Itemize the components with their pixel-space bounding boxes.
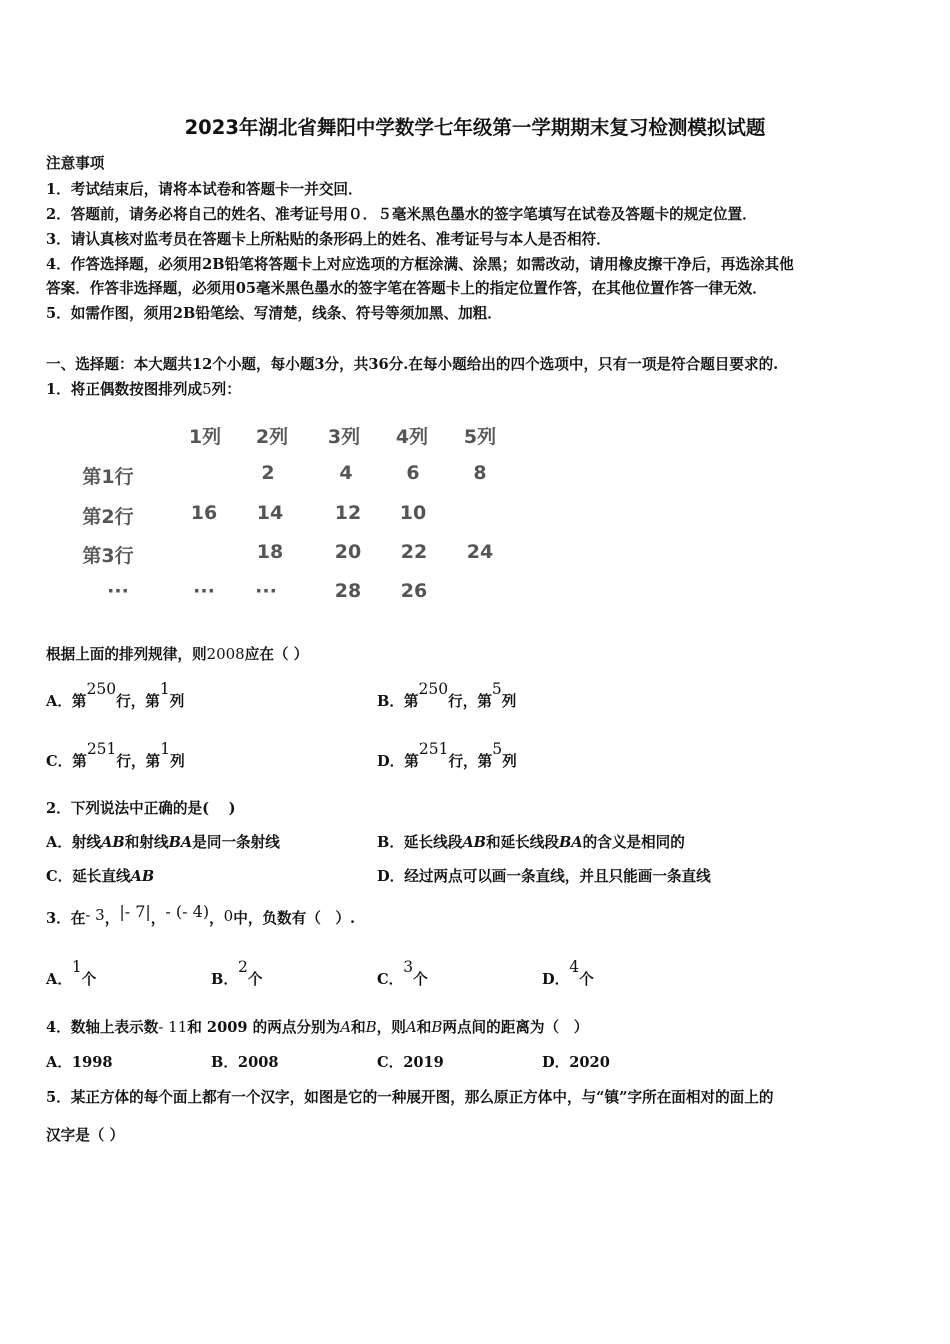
q2-option-d[interactable]: D．经过两点可以画一条直线，并且只能画一条直线: [377, 868, 711, 885]
option-row-number: 251: [418, 740, 449, 758]
q4-stem: [46, 1016, 588, 1037]
option-label: B．第: [377, 693, 419, 710]
math-var: AB: [130, 868, 155, 885]
option-text-end: 列: [170, 753, 185, 770]
table-cell: 12: [334, 502, 362, 524]
table-cell: 14: [256, 502, 284, 524]
table-cell: 24: [466, 541, 494, 563]
table-cell: 16: [190, 502, 218, 524]
option-number: 4: [569, 958, 580, 976]
q1-stem-text: 1．将正偶数按图排列成: [46, 381, 203, 398]
option-row-number: 250: [86, 680, 117, 698]
option-text-end: 列: [169, 693, 185, 710]
notice-item: 答案．作答非选择题，必须用05毫米黑色墨水的签字笔在答题卡上的指定位置作答，在其他位置作答一律无效．: [46, 280, 767, 297]
notice-item: 5．如需作图，须用2B铅笔绘、写清楚，线条、符号等须加黑、加粗．: [46, 305, 502, 322]
col-header: 5列: [463, 426, 497, 448]
option-row-number: 251: [86, 740, 117, 758]
option-text: 行，第: [448, 753, 493, 770]
separator: ，: [104, 910, 120, 927]
option-unit: 个: [579, 971, 594, 988]
row-header: ···: [107, 580, 129, 602]
q5-stem-line1: 5．某正方体的每个面上都有一个汉字，如图是它的一种展开图，那么原正方体中，与“镇”字所在面相对的面上的: [46, 1089, 774, 1106]
q2-option-c[interactable]: [46, 865, 154, 886]
table-cell: 10: [399, 502, 427, 524]
option-text: B．延长线段: [377, 834, 463, 851]
q3-stem: [46, 902, 356, 928]
option-label: D．第: [377, 753, 419, 770]
separator: ，: [150, 910, 166, 927]
q2-stem: 2．下列说法中正确的是( ): [46, 800, 236, 817]
option-label: A．: [46, 971, 72, 988]
table-cell: 26: [400, 580, 428, 602]
option-number: 2: [237, 958, 248, 976]
notice-item: 4．作答选择题，必须用2B铅笔将答题卡上对应选项的方框涂满、涂黑；如需改动，请用橡皮擦干净后，再选涂其他: [46, 256, 794, 273]
option-text: A．射线: [46, 834, 102, 851]
q1-question-text: 根据上面的排列规律，则: [46, 646, 207, 663]
q3-option-c[interactable]: [377, 958, 428, 989]
q1-question: [46, 643, 308, 664]
option-label: D．: [542, 971, 570, 988]
option-unit: 个: [81, 971, 97, 988]
option-number: 3: [403, 958, 414, 976]
col-header: 2列: [255, 426, 289, 448]
q4-text: ，则: [376, 1019, 406, 1036]
q3-option-a[interactable]: [46, 958, 97, 989]
math-var: AB: [462, 834, 486, 851]
q4-option-a[interactable]: A．1998: [46, 1054, 113, 1071]
q4-text-end: 两点间的距离为（ ）: [442, 1019, 589, 1036]
table-cell: 28: [334, 580, 362, 602]
option-text: 行，第: [448, 693, 492, 710]
table-cell: 22: [400, 541, 428, 563]
q3-text: 3．在: [46, 910, 86, 927]
col-header: 3列: [327, 426, 361, 448]
option-col-number: 5: [491, 680, 502, 698]
q2-option-a[interactable]: [46, 831, 280, 852]
q1-option-a[interactable]: [46, 680, 185, 711]
q1-option-b[interactable]: [377, 680, 517, 711]
option-text: 的含义是相同的: [582, 834, 685, 851]
option-row-number: 250: [418, 680, 449, 698]
notice-item: 1．考试结束后，请将本试卷和答题卡一并交回．: [46, 181, 363, 198]
table-cell: ···: [255, 580, 277, 602]
q1-question-text-end: 应在（ ）: [244, 646, 309, 663]
q4-option-c[interactable]: C．2019: [377, 1054, 444, 1071]
math-var: A: [405, 1018, 417, 1036]
q4-text: 4．数轴上表示数: [46, 1019, 159, 1036]
option-text: 和延长线段: [485, 834, 559, 851]
math-var: A: [340, 1018, 352, 1036]
option-number: 1: [71, 958, 82, 976]
table-cell: 4: [339, 462, 353, 484]
option-label: B．: [211, 971, 238, 988]
math-var: AB: [101, 834, 125, 851]
option-text: C．延长直线: [46, 868, 131, 885]
option-text: 行，第: [116, 753, 161, 770]
math-var: BA: [558, 834, 583, 851]
option-unit: 个: [247, 971, 263, 988]
option-text-end: 列: [501, 693, 517, 710]
table-cell: ···: [193, 580, 215, 602]
option-label: C．: [377, 971, 404, 988]
q5-stem-line2: 汉字是（ ）: [46, 1127, 125, 1144]
math-term: 0: [223, 907, 234, 925]
math-term: - (- 4): [165, 902, 210, 921]
separator: ，: [209, 910, 224, 927]
section-heading: 一、选择题：本大题共12个小题，每小题3分，共36分.在每小题给出的四个选项中，只有一项是符合题目要求的.: [46, 356, 779, 373]
table-cell: 20: [334, 541, 362, 563]
q1-stem: [46, 378, 241, 399]
option-label: C．第: [46, 753, 87, 770]
notice-heading: 注意事项: [46, 155, 105, 172]
math-term: - 11: [158, 1018, 188, 1036]
page-title: 2023年湖北省舞阳中学数学七年级第一学期期末复习检测模拟试题: [184, 116, 766, 139]
math-var: B: [365, 1018, 377, 1036]
option-text: 行，第: [116, 693, 160, 710]
table-cell: 18: [256, 541, 284, 563]
math-var: BA: [168, 834, 193, 851]
q4-text: 和: [416, 1019, 432, 1036]
option-label: A．第: [46, 693, 87, 710]
q4-text: 和: [351, 1019, 366, 1036]
table-cell: 2: [261, 462, 275, 484]
col-header: 1列: [188, 426, 222, 448]
math-var: B: [431, 1018, 443, 1036]
option-col-number: 5: [492, 740, 503, 758]
q4-option-d[interactable]: D．2020: [542, 1054, 610, 1071]
even-number-table: [68, 418, 528, 618]
q1-stem-text-end: 列：: [211, 381, 241, 398]
row-header: 第1行: [82, 466, 134, 488]
option-text-end: 列: [502, 753, 517, 770]
option-text: 和射线: [124, 834, 169, 851]
table-cell: 6: [406, 462, 420, 484]
q4-option-b[interactable]: B．2008: [211, 1054, 279, 1071]
math-term: |- 7|: [119, 902, 151, 921]
table-cell: 8: [473, 462, 487, 484]
q1-option-d[interactable]: [377, 740, 517, 771]
row-header: 第3行: [82, 545, 134, 567]
col-header: 4列: [395, 426, 429, 448]
math-term: - 3: [85, 906, 105, 924]
q2-option-b[interactable]: [377, 831, 685, 852]
option-col-number: 1: [159, 680, 170, 698]
q3-text-end: 中，负数有（ ）.: [233, 910, 356, 927]
q1-option-c[interactable]: [46, 740, 185, 771]
q1-question-number: 2008: [206, 645, 245, 663]
option-text: 是同一条射线: [192, 834, 280, 851]
option-col-number: 1: [160, 740, 171, 758]
notice-item: 3．请认真核对监考员在答题卡上所粘贴的条形码上的姓名、准考证号与本人是否相符．: [46, 231, 611, 248]
option-unit: 个: [413, 971, 428, 988]
q1-stem-number: 5: [202, 380, 212, 398]
q4-text: 和 2009 的两点分别为: [187, 1019, 341, 1036]
row-header: 第2行: [82, 506, 134, 528]
notice-item: 2．答题前，请务必将自己的姓名、准考证号用０．５毫米黑色墨水的签字笔填写在试卷及答题卡的规定位置．: [46, 206, 757, 223]
q3-option-b[interactable]: [211, 958, 263, 989]
q3-option-d[interactable]: [542, 958, 594, 989]
